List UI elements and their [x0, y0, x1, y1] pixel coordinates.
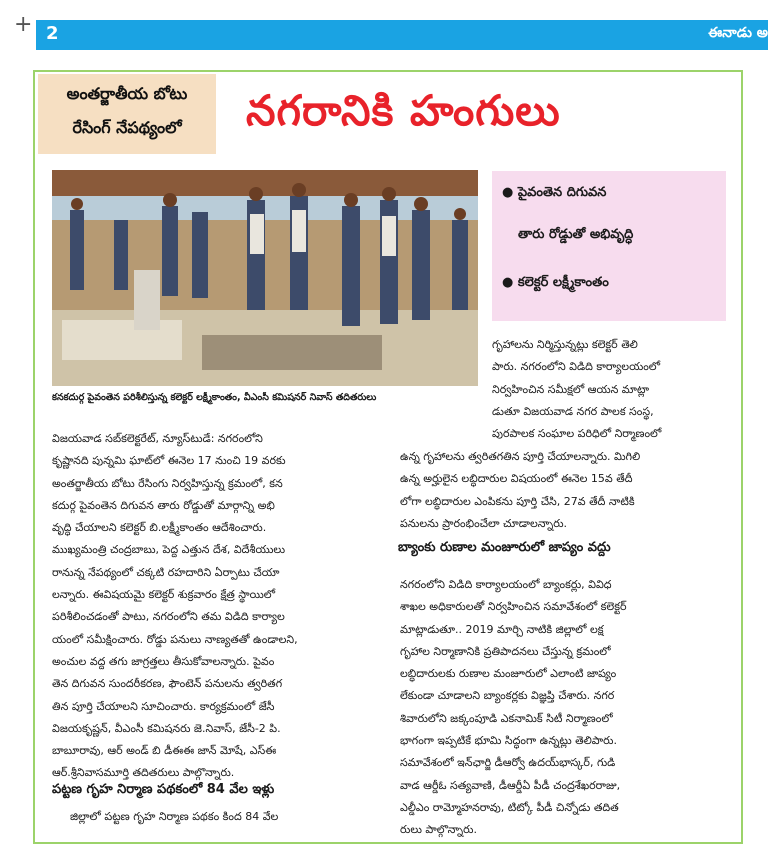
text-line: ఉన్న గృహాలను త్వరితగతిన పూర్తి చేయాలన్నారు. మిగిలి [400, 450, 641, 463]
text-line: రానున్న నేపథ్యంలో చక్కటి రహదారిని ఏర్పాటు చేయా [52, 565, 280, 579]
kicker-line: రేసింగ్‌ నేపథ్యంలో [72, 118, 182, 137]
text-line: వృద్ధి చేయాలని కలెక్టర్‌ బి.లక్ష్మీకాంతం ఆదేశించారు. [52, 521, 267, 535]
text-line: పనులను ప్రారంభించేలా చూడాలన్నారు. [400, 516, 568, 530]
right-top-text [492, 334, 728, 445]
page-header-bar [36, 20, 768, 50]
text-line: వాడ ఆర్డీఓ సత్యవాణి, డీఆర్డీఏ పీడీ చంద్రశేఖరరాజు, [400, 778, 621, 792]
crop-mark: + [14, 12, 33, 37]
highlight-line: తారు రోడ్డుతో అభివృద్ధి [518, 227, 634, 242]
text-line: నగరంలోని విడిది కార్యాలయంలో బ్యాంకర్లు, వివిధ [400, 578, 612, 591]
text-line: ఆర్‌.శ్రీనివాసమూర్తి తదితరులు పాల్గొన్నారు. [52, 766, 235, 780]
text-line: బాబూరావు, ఆర్‌ అండ్‌ బి డీఈఈ జాన్‌ మోషే, ఎస్‌ఈ [52, 744, 277, 758]
text-line: డుతూ విజయవాడ నగర పాలక సంస్థ, [492, 404, 654, 418]
left-column-text [52, 428, 390, 785]
text-line: తెన దిగువన సుందరీకరణ, ఫౌంటెన్‌ పనులను త్వరితగ [52, 677, 283, 691]
page-number: 2 [46, 23, 59, 44]
text-line: విజయవాడ సబ్‌కలెక్టరేట్‌, న్యూస్‌టుడే: నగరంలోని [52, 432, 263, 445]
text-line: పారు. నగరంలోని విడిది కార్యాలయంలో [492, 360, 661, 374]
right-column-text [400, 574, 730, 842]
text-line: లన్నారు. ఈవిషయమై కలెక్టర్‌ శుక్రవారం క్షేత్ర స్థాయిలో [52, 588, 276, 602]
text-line: ఉన్న అర్హులైన లబ్ధిదారుల విషయంలో ఈనెల 15వ తేదీ [400, 472, 633, 486]
text-line: జిల్లాలో పట్టణ గృహ నిర్మాణ పథకం కింద 84 వేల [70, 810, 279, 823]
highlight-line: ● పైవంతెన దిగువన [502, 185, 607, 200]
newspaper-name: ఈనాడు అ [708, 25, 768, 41]
text-line: తిన పూర్తి చేయాలని సూచించారు. కార్యక్రమంలో జేసీ [52, 699, 275, 713]
text-line: సమావేశంలో ఇన్‌ఛార్జి డీఆర్వో ఉదయ్‌భాస్కర్‌, గుడి [400, 756, 616, 770]
text-line: ముఖ్యమంత్రి చంద్రబాబు, పెద్ద ఎత్తున దేశ, విదేశీయులు [52, 543, 286, 557]
headline: నగరానికి హంగులు [246, 86, 561, 135]
text-line: గృహాలను నిర్మిస్తున్నట్లు కలెక్టర్‌ తెలి [492, 338, 638, 351]
text-line: రులు పాల్గొన్నారు. [400, 823, 477, 837]
text-line: మాట్లాడుతూ.. 2019 మార్చి నాటికి జిల్లాలో లక్ష [400, 622, 604, 636]
text-line: అంతర్జాతీయ బోటు రేసింగు నిర్వహిస్తున్న క్రమంలో, కన [52, 476, 283, 490]
text-line: శివారులోని జక్కంపూడి ఎకనామిక్‌ సిటీ నిర్మాణంలో [400, 711, 613, 725]
text-line: పురపాలక సంఘాల పరిధిలో నిర్మాణంలో [492, 427, 662, 441]
highlights-box [492, 171, 726, 321]
news-photo [52, 170, 478, 386]
text-line: యంలో సమీక్షించారు. రోడ్డు పనులు నాణ్యతతో ఉండాలని, [52, 632, 298, 646]
photo-caption: కనకదుర్గ పైవంతెన పరిశీలిస్తున్న కలెక్టర్‌ లక్ష్మీకాంతం, వీఎంసీ కమిషనర్‌ నివాస్‌ తదితరులు [52, 392, 377, 403]
text-line: పరిశీలించడంతో పాటు, నగరంలోని తమ విడిది కార్యాల [52, 610, 285, 624]
text-line: శాఖల అధికారులతో నిర్వహించిన సమావేశంలో కలెక్టర్‌ [400, 600, 627, 614]
text-line: లబ్ధిదారులకు రుణాల మంజూరులో ఎలాంటి జాప్యం [400, 667, 617, 681]
highlight-line: ● కలెక్టర్‌ లక్ష్మీకాంతం [502, 275, 609, 290]
center-text [400, 446, 730, 535]
subheading: బ్యాంకు రుణాల మంజూరులో జాప్యం వద్దు [398, 540, 611, 555]
text-line: కృష్ణానది పున్నమి ఘాట్‌లో ఈనెల 17 నుంచి 19 వరకు [52, 454, 286, 468]
text-line: నిర్వహించిన సమీక్షలో ఆయన మాట్లా [492, 382, 649, 396]
kicker-line: అంతర్జాతీయ బోటు [66, 84, 188, 103]
text-line: ఎల్డీఎం రామ్మోహనరావు, టిట్కో పీడీ చిన్నోడు తదిత [400, 800, 619, 814]
bottom-text [70, 806, 390, 828]
text-line: కదుర్గ పైవంతెన దిగువన తారు రోడ్డుతో మార్గాన్ని అభి [52, 498, 275, 512]
text-line: గృహాల నిర్మాణానికి ప్రతిపాదనలు చేస్తున్న క్రమంలో [400, 644, 611, 658]
text-line: లేకుండా చూడాలని బ్యాంకర్లకు విజ్ఞప్తి చేశారు. నగర [400, 689, 615, 703]
text-line: భాగంగా ఇప్పటికే భూమి సిద్ధంగా ఉన్నట్లు తెలిపారు. [400, 734, 617, 748]
text-line: అంచుల వద్ద తగు జాగ్రత్తలు తీసుకోవాలన్నారు. పైవం [52, 654, 275, 668]
text-line: లోగా లబ్ధిదారుల ఎంపికను పూర్తి చేసి, 27వ తేదీ నాటికి [400, 494, 635, 508]
subheading: పట్టణ గృహ నిర్మాణ పథకంలో 84 వేల ఇళ్లు [52, 782, 275, 797]
text-line: విజయకృష్ణన్‌, వీఎంసీ కమిషనరు జె.నివాస్‌, జేసీ-2 పి. [52, 721, 281, 735]
kicker-box [38, 74, 216, 154]
